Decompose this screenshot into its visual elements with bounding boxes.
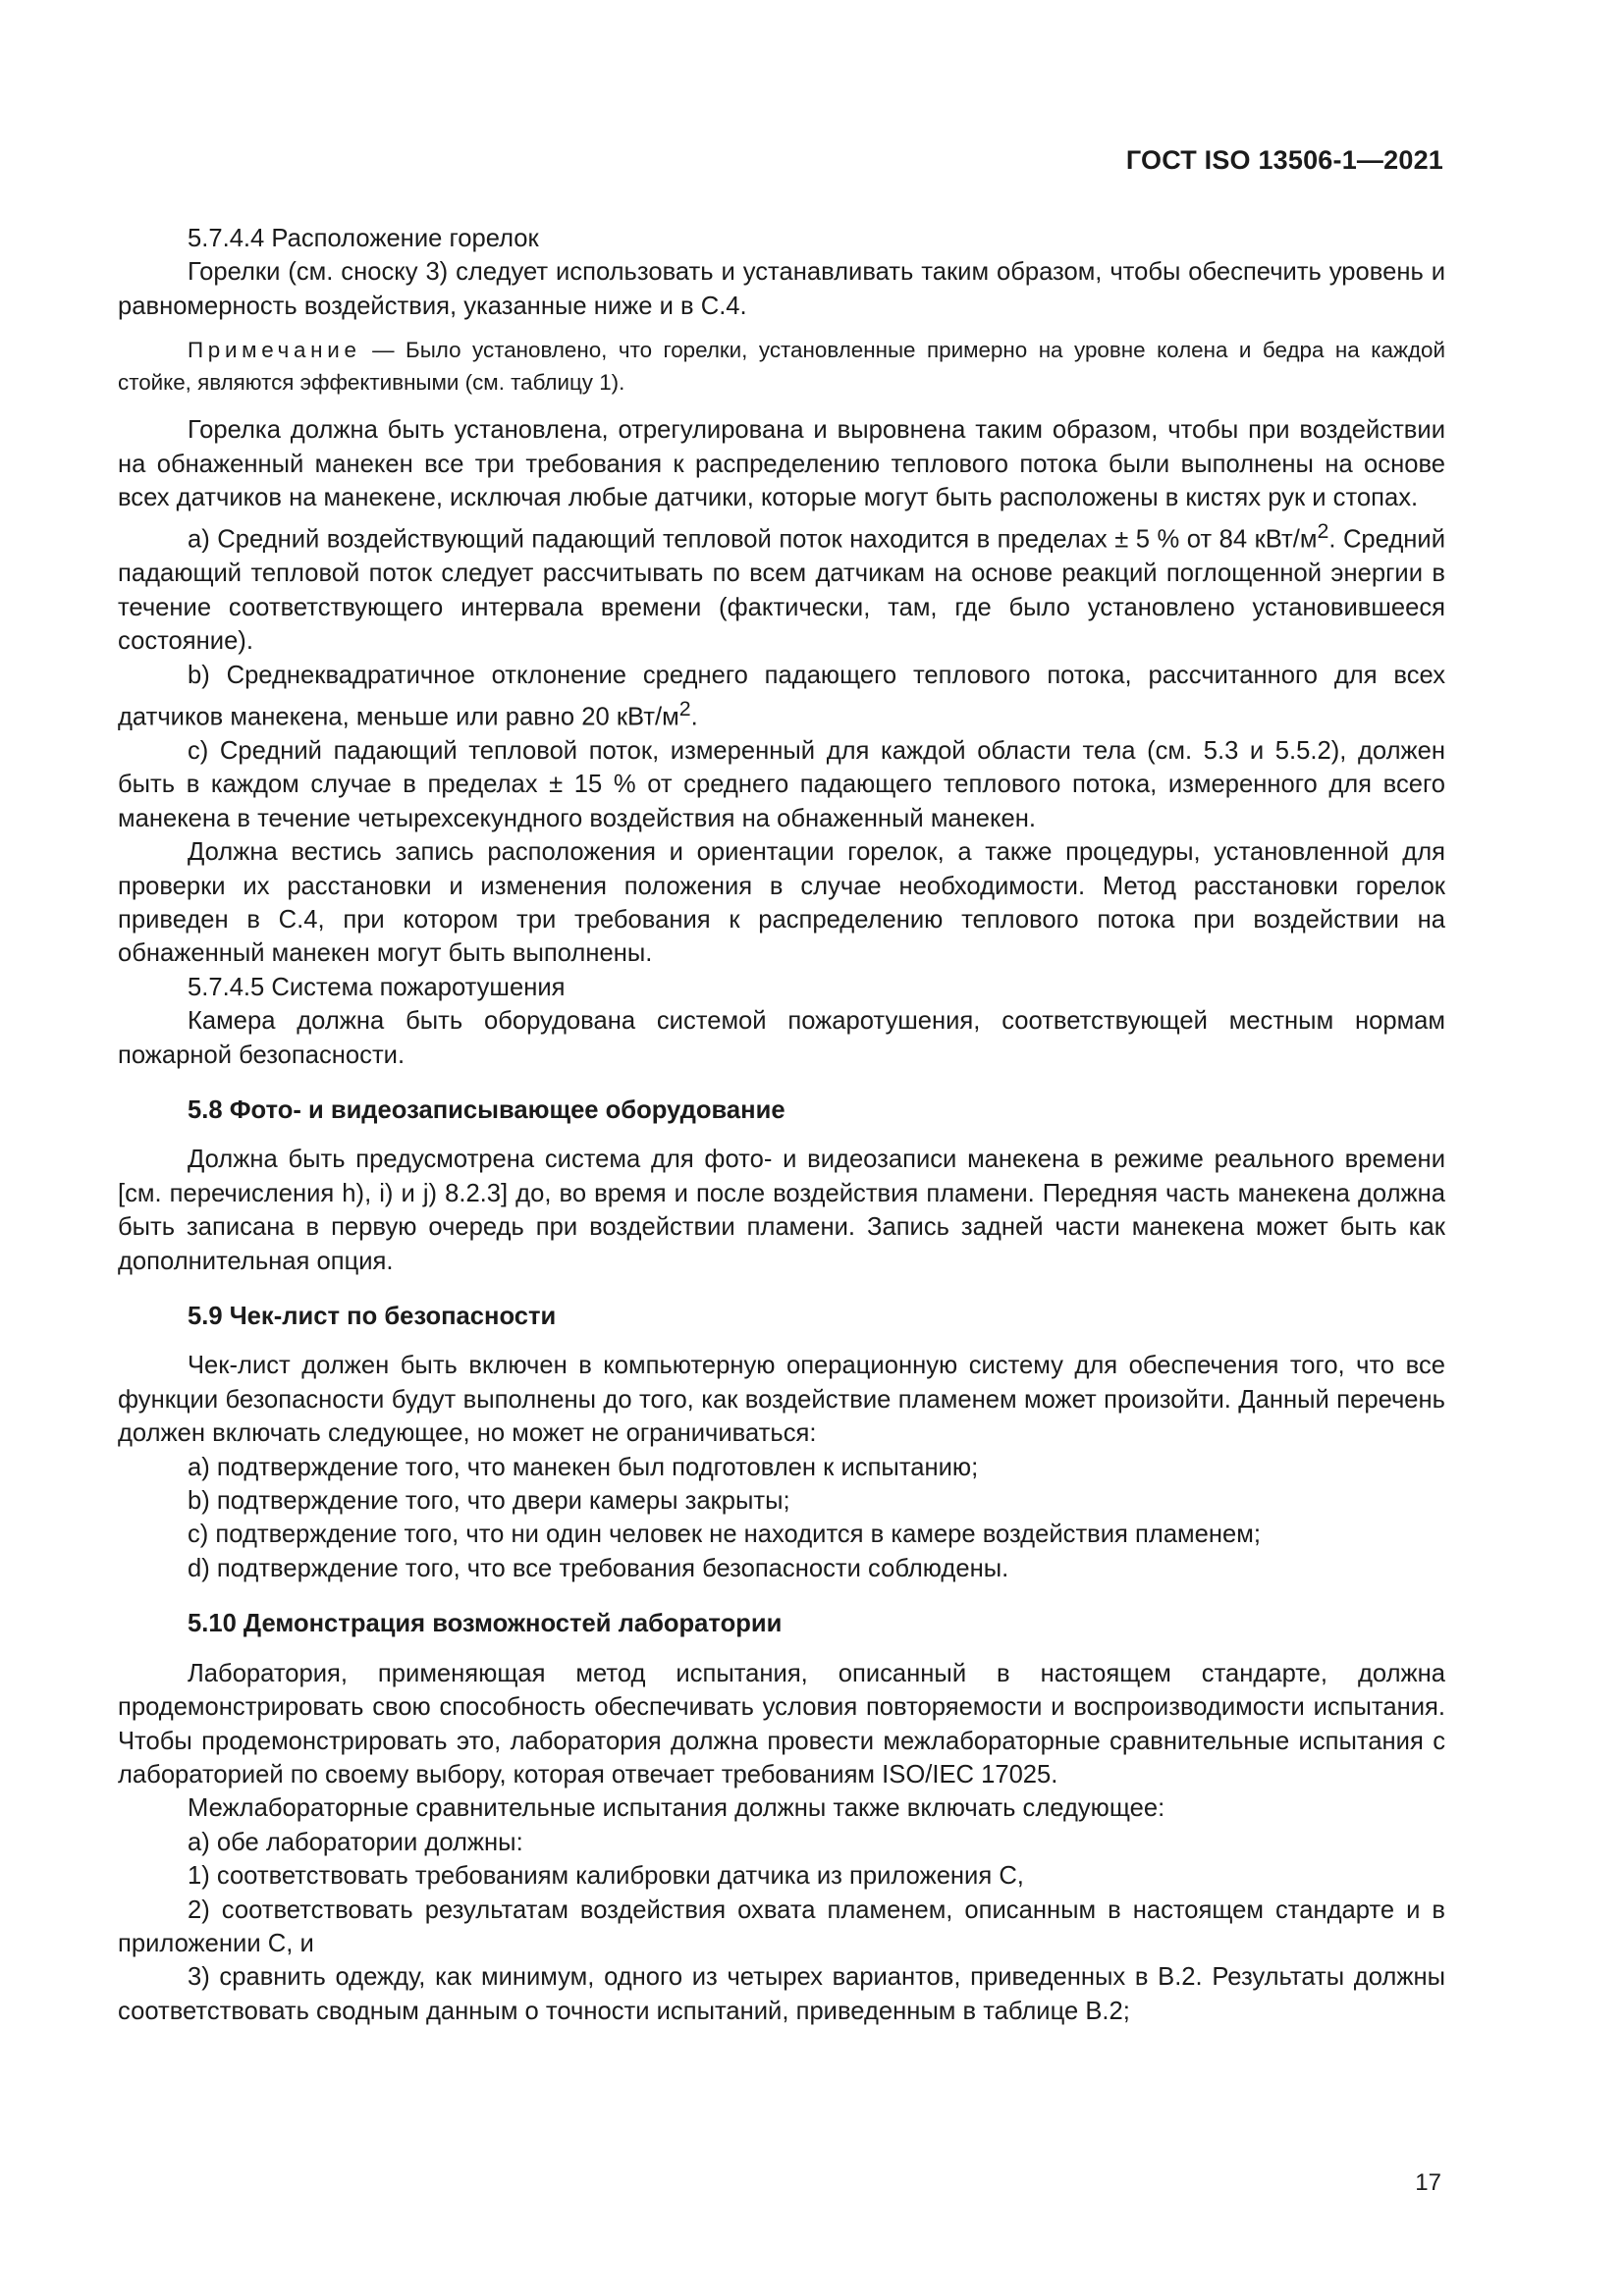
- document-id-header: ГОСТ ISO 13506-1—2021: [1125, 145, 1443, 175]
- sub-item-3: 3) сравнить одежду, как минимум, одного из четырех вариантов, приведенных в В.2. Результаты должны соответствовать сводным данным о точности испытаний, приведенным в таблице В.2;: [118, 1963, 1445, 2025]
- list-item: c) подтверждение того, что ни один человек не находится в камере воздействия пламенем;: [188, 1521, 1261, 1549]
- paragraph: Должна вестись запись расположения и ориентации горелок, а также процедуры, установленной для проверки их расстановки и изменения положения в случае необходимости. Метод расстановки горелок приведен в С.4, при котором три требования к распределению теплового потока при воздействии на обнаженный манекен могут быть выполнены.: [118, 838, 1445, 968]
- list-item-a: a) Средний воздействующий падающий тепловой поток находится в пределах ± 5 % от 84 кВт/$м^2$. Средний падающий тепловой поток следует рассчитывать по всем датчикам на основе реакций поглощенной энергии в течение соответствующего интервала времени (фактически, там, где было установлено установившееся состояние).: [118, 519, 1446, 656]
- list-item: d) подтверждение того, что все требования безопасности соблюдены.: [188, 1554, 1009, 1582]
- section-5-9-heading: 5.9 Чек-лист по безопасности: [188, 1303, 557, 1331]
- paragraph: Горелка должна быть установлена, отрегулирована и выровнена таким образом, чтобы при воздействии на обнаженный манекен все три требования к распределению теплового потока были выполнены на основе всех датчиков на манекене, исключая любые датчики, которые могут быть расположены в кистях рук и стопах.: [118, 416, 1445, 512]
- page-body: [118, 222, 1445, 2028]
- list-item-a: a) обе лаборатории должны:: [188, 1828, 523, 1856]
- paragraph: Межлабораторные сравнительные испытания должны также включать следующее:: [188, 1794, 1165, 1823]
- note: [118, 335, 1445, 399]
- list-item: a) подтверждение того, что манекен был подготовлен к испытанию;: [188, 1453, 979, 1481]
- section-5-10-heading: 5.10 Демонстрация возможностей лаборатории: [188, 1610, 783, 1638]
- sub-item-2: 2) соответствовать результатам воздействия охвата пламенем, описанным в настоящем стандарте и в приложении С, и: [118, 1896, 1445, 1957]
- paragraph: Камера должна быть оборудована системой пожаротушения, соответствующей местным нормам пожарной безопасности.: [118, 1007, 1445, 1069]
- section-5-8-heading: 5.8 Фото- и видеозаписывающее оборудование: [188, 1096, 785, 1124]
- section-5-7-4-5-title: 5.7.4.5 Система пожаротушения: [188, 973, 566, 1001]
- list-item: b) подтверждение того, что двери камеры закрыты;: [188, 1487, 790, 1516]
- list-item-c: c) Средний падающий тепловой поток, измеренный для каждой области тела (см. 5.3 и 5.5.2), должен быть в каждом случае в пределах ± 15 % от среднего падающего теплового потока, измеренного для всего манекена в течение четырехсекундного воздействия на обнаженный манекен.: [118, 736, 1445, 832]
- paragraph: Лаборатория, применяющая метод испытания, описанный в настоящем стандарте, должна продемонстрировать свою способность обеспечивать условия повторяемости и воспроизводимости испытания. Чтобы продемонстрировать это, лаборатория должна провести межлабораторные сравнительные испытания с лабораторией по своему выбору, которая отвечает требованиям ISO/IEC 17025.: [118, 1659, 1445, 1789]
- note-text: — Было установлено, что горелки, установленные примерно на уровне колена и бедра на каждой стойке, являются эффективными (см. таблицу 1).: [118, 338, 1445, 395]
- paragraph: Чек-лист должен быть включен в компьютерную операционную систему для обеспечения того, что все функции безопасности будут выполнены до того, как воздействие пламенем может произойти. Данный перечень должен включать следующее, но может не ограничиваться:: [118, 1352, 1445, 1448]
- paragraph: Должна быть предусмотрена система для фото- и видеозаписи манекена в режиме реального времени [см. перечисления h), i) и j) 8.2.3] до, во время и после воздействия пламени. Передняя часть манекена должна быть записана в первую очередь при воздействии пламени. Запись задней части манекена может быть как дополнительная опция.: [118, 1146, 1445, 1275]
- list-item-b: b) Среднеквадратичное отклонение среднего падающего теплового потока, рассчитанного для всех датчиков манекена, меньше или равно 20 кВт/$м^2$.: [118, 661, 1445, 731]
- sub-item-1: 1) соответствовать требованиям калибровки датчика из приложения С,: [188, 1862, 1024, 1891]
- paragraph: Горелки (см. сноску 3) следует использовать и устанавливать таким образом, чтобы обеспечить уровень и равномерность воздействия, указанные ниже и в С.4.: [118, 258, 1445, 320]
- section-5-7-4-4-title: 5.7.4.4 Расположение горелок: [188, 225, 539, 252]
- note-label: Примечание: [188, 338, 361, 363]
- page-number: 17: [1415, 2169, 1441, 2196]
